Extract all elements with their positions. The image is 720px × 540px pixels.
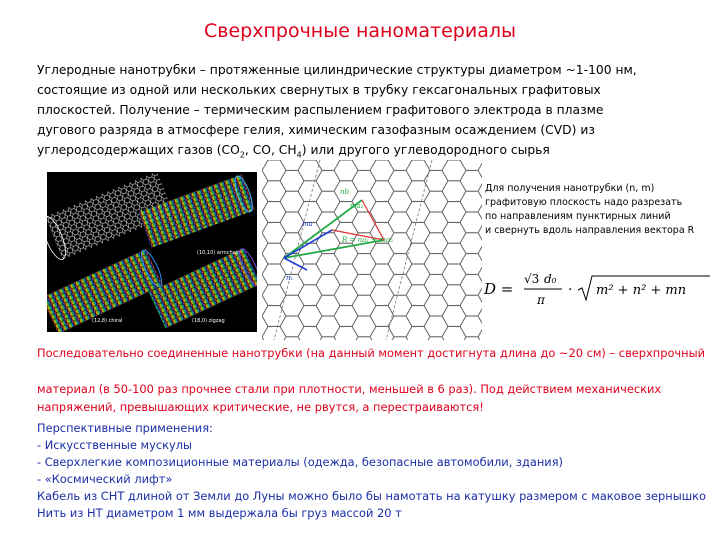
fact-thread: Нить из НТ диаметром 1 мм выдержала бы груз массой 20 т	[37, 506, 402, 520]
fact-cable: Кабель из CНТ длиной от Земли до Луны можно было бы намотать на катушку размером с маковое зернышко	[37, 489, 706, 503]
lattice-label-n: n₁	[286, 274, 294, 282]
application-item-3: - «Космический лифт»	[37, 472, 173, 486]
application-item-2: - Сверхлегкие композиционные материалы (одежда, безопасные автомобили, здания)	[37, 455, 563, 469]
graphene-lattice-diagram	[262, 160, 482, 340]
intro-line-5-start: углеродсодержащих газов (CO	[37, 143, 240, 157]
intro-line-1: Углеродные нанотрубки – протяженные цилиндрические структуры диаметром ~1-100 нм,	[37, 63, 637, 77]
tube-label-armchair: (10,10) armchair	[197, 250, 240, 256]
formula-d: D =	[484, 280, 514, 298]
formula-sqrt3: √3	[524, 272, 540, 286]
red-paragraph	[37, 344, 707, 416]
tube-label-chiral: (12,8) chiral	[92, 318, 123, 324]
intro-line-2: состоящие из одной или нескольких свернутых в трубку гексагональных графитовых	[37, 83, 601, 97]
formula-dot: ·	[568, 282, 573, 298]
rolling-note	[485, 182, 710, 238]
subscript-4: 4	[296, 150, 302, 160]
note-line-2: графитовую плоскость надо разрезать	[485, 197, 683, 208]
red-line-3: напряжений, превышающих критические, не рвутся, а перестраиваются!	[37, 400, 484, 414]
formula-pi: π	[537, 293, 545, 307]
intro-line-5	[37, 140, 687, 160]
application-item-1: - Искусственные мускулы	[37, 438, 193, 452]
lattice-label-r: R = na₁ + ma₂	[342, 236, 394, 244]
applications-heading: Перспективные применения:	[37, 421, 213, 435]
intro-paragraph	[37, 60, 687, 160]
applications-section	[37, 420, 707, 522]
page-title: Сверхпрочные наноматериалы	[204, 20, 516, 42]
note-line-3: по направлениям пунктирных линий	[485, 211, 671, 222]
rainbow-nanotube-bottom-right	[149, 246, 257, 328]
intro-line-3: плоскостей. Получение – термическим распылением графитового электрода в плазме	[37, 103, 604, 117]
tube-label-zigzag: (18,0) zigzag	[192, 318, 225, 324]
note-line-1: Для получения нанотрубки (n, m)	[485, 183, 655, 194]
intro-line-4: дугового разряда в атмосфере гелия, химическим газофазным осаждением (CVD) из	[37, 123, 595, 137]
note-line-4: и свернуть вдоль направления вектора R	[485, 225, 695, 236]
lattice-label-ma: ma	[302, 220, 313, 228]
intro-line-5-end: ) или другого углеводородного сырья	[301, 143, 550, 157]
nanotube-image	[47, 172, 257, 332]
lattice-label-nb: nb	[340, 188, 349, 196]
diameter-formula	[482, 268, 714, 310]
red-line-2: материал (в 50-100 раз прочнее стали при плотности, меньшей в 6 раз). Под действием механических	[37, 382, 662, 396]
red-line-1: Последовательно соединенные нанотрубки (на данный момент достигнута длина до ~20 см) – сверхпрочный	[37, 346, 705, 360]
lattice-label-ma2: ma₂	[350, 202, 364, 210]
formula-radicand: m² + n² + mn	[596, 283, 687, 298]
intro-line-5-mid: , CO, CH	[244, 143, 297, 157]
formula-d0: d₀	[544, 272, 557, 286]
subscript-2: 2	[239, 150, 245, 160]
